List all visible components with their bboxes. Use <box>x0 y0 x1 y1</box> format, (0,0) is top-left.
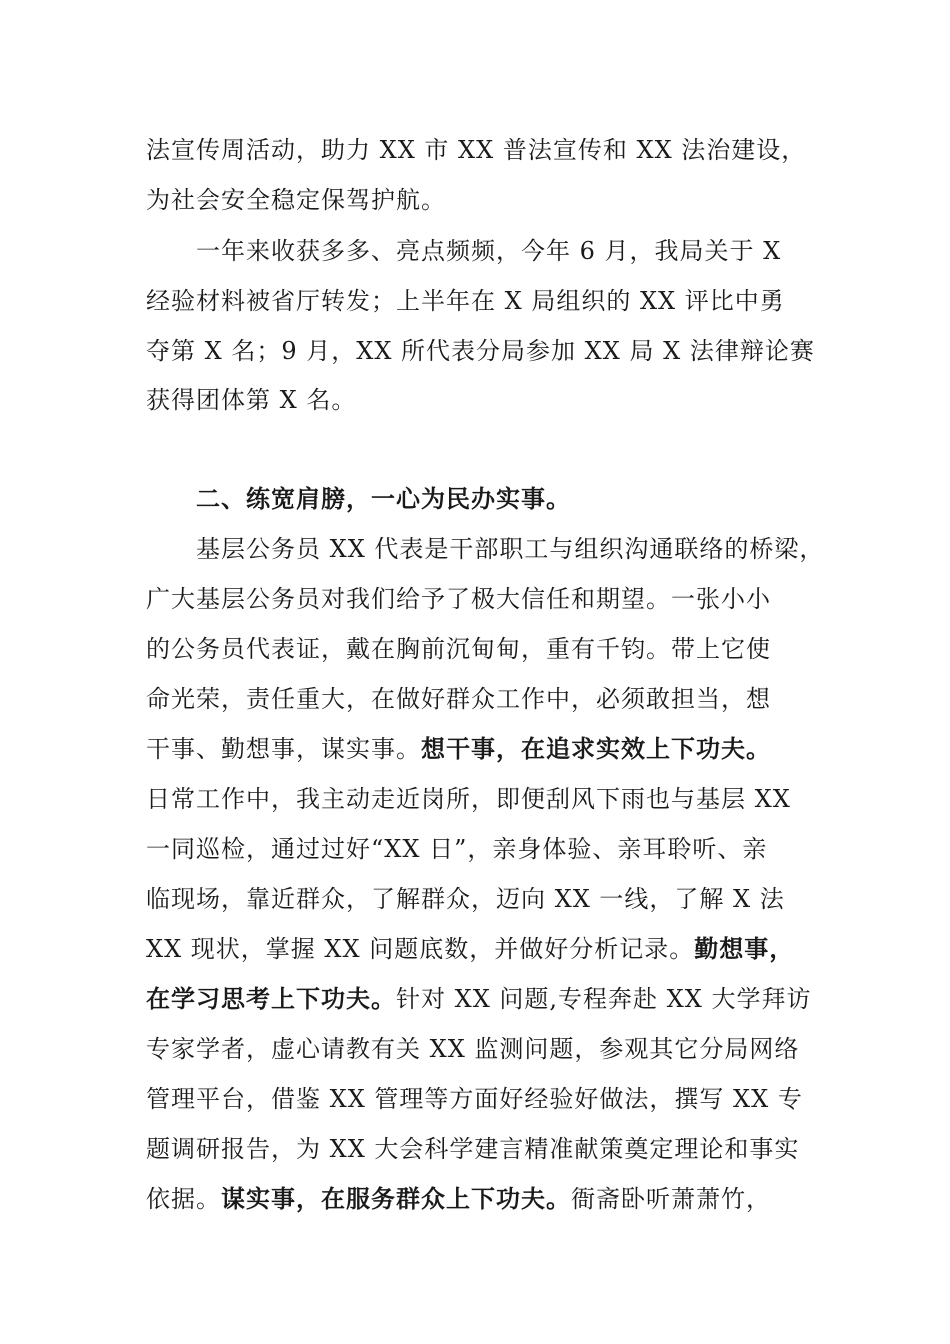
text-run: 夺第 X 名；9 月，XX 所代表分局参加 XX 局 X 法律辩论赛 <box>146 337 815 365</box>
text-line-14 <box>146 834 767 864</box>
text-run: 获得团体第 X 名。 <box>146 386 357 414</box>
text-run: 日常工作中，我主动走近岗所，即便刮风下雨也与基层 XX <box>146 785 791 813</box>
text-line-19 <box>146 1084 803 1114</box>
text-run: 的公务员代表证，戴在胸前沉甸甸，重有千钧。带上它使 <box>146 635 771 663</box>
paragraph-start-line <box>196 534 824 564</box>
text-line-2 <box>146 185 446 215</box>
text-run: 一同巡检，通过过好“XX 日”，亲身体验、亲耳聆听、亲 <box>146 835 768 863</box>
text-line-16 <box>146 934 794 964</box>
text-line-17 <box>146 984 812 1014</box>
bold-text-run: 谋实事，在服务群众上下功夫。 <box>221 1184 571 1213</box>
text-line-18 <box>146 1034 799 1064</box>
text-run: 专家学者，虚心请教有关 XX 监测问题，参观其它分局网络 <box>146 1035 800 1063</box>
text-line-1 <box>146 135 806 165</box>
text-line-15 <box>146 884 785 914</box>
text-line-9 <box>146 584 771 614</box>
text-run: 法宣传周活动，助力 XX 市 XX 普法宣传和 XX 法治建设， <box>146 136 807 164</box>
text-line-5 <box>146 336 815 366</box>
text-run: 广大基层公务员对我们给予了极大信任和期望。一张小小 <box>146 585 771 613</box>
text-run: 一年来收获多多、亮点频频，今年 6 月，我局关于 X <box>196 237 782 265</box>
text-run: 临现场，靠近群众，了解群众，迈向 XX 一线，了解 X 法 <box>146 885 785 913</box>
text-run: 为社会安全稳定保驾护航。 <box>146 186 446 214</box>
text-run: 命光荣，责任重大，在做好群众工作中，必须敢担当，想 <box>146 685 771 713</box>
section-heading <box>196 484 571 514</box>
bold-text-run: 勤想事， <box>694 934 795 963</box>
paragraph-start-line <box>196 236 781 266</box>
text-run: 管理平台，借鉴 XX 管理等方面好经验好做法，撰写 XX 专 <box>146 1085 803 1113</box>
text-line-4 <box>146 286 785 316</box>
text-run: 经验材料被省厅转发；上半年在 X 局组织的 XX 评比中勇 <box>146 287 785 315</box>
bold-text-run: 在学习思考上下功夫。 <box>146 984 396 1013</box>
text-line-21 <box>146 1184 771 1214</box>
bold-text-run: 二、练宽肩膀，一心为民办实事。 <box>196 484 571 513</box>
bold-text-run: 想干事，在追求实效上下功夫。 <box>421 734 771 763</box>
text-run: 基层公务员 XX 代表是干部职工与组织沟通联络的桥梁， <box>196 535 825 563</box>
text-line-12 <box>146 734 771 764</box>
text-run: 题调研报告，为 XX 大会科学建言精准献策奠定理论和事实 <box>146 1135 800 1163</box>
text-line-10 <box>146 634 771 664</box>
text-run: 干事、勤想事，谋实事。 <box>146 735 421 763</box>
text-run: 依据。 <box>146 1185 221 1213</box>
text-run: 衙斋卧听萧萧竹， <box>571 1185 771 1213</box>
text-line-13 <box>146 784 791 814</box>
text-line-20 <box>146 1134 799 1164</box>
text-run: 针对 XX 问题,专程奔赴 XX 大学拜访 <box>396 985 812 1013</box>
text-line-11 <box>146 684 771 714</box>
text-run: XX 现状，掌握 XX 问题底数，并做好分析记录。 <box>146 935 695 963</box>
text-line-6 <box>146 385 356 415</box>
